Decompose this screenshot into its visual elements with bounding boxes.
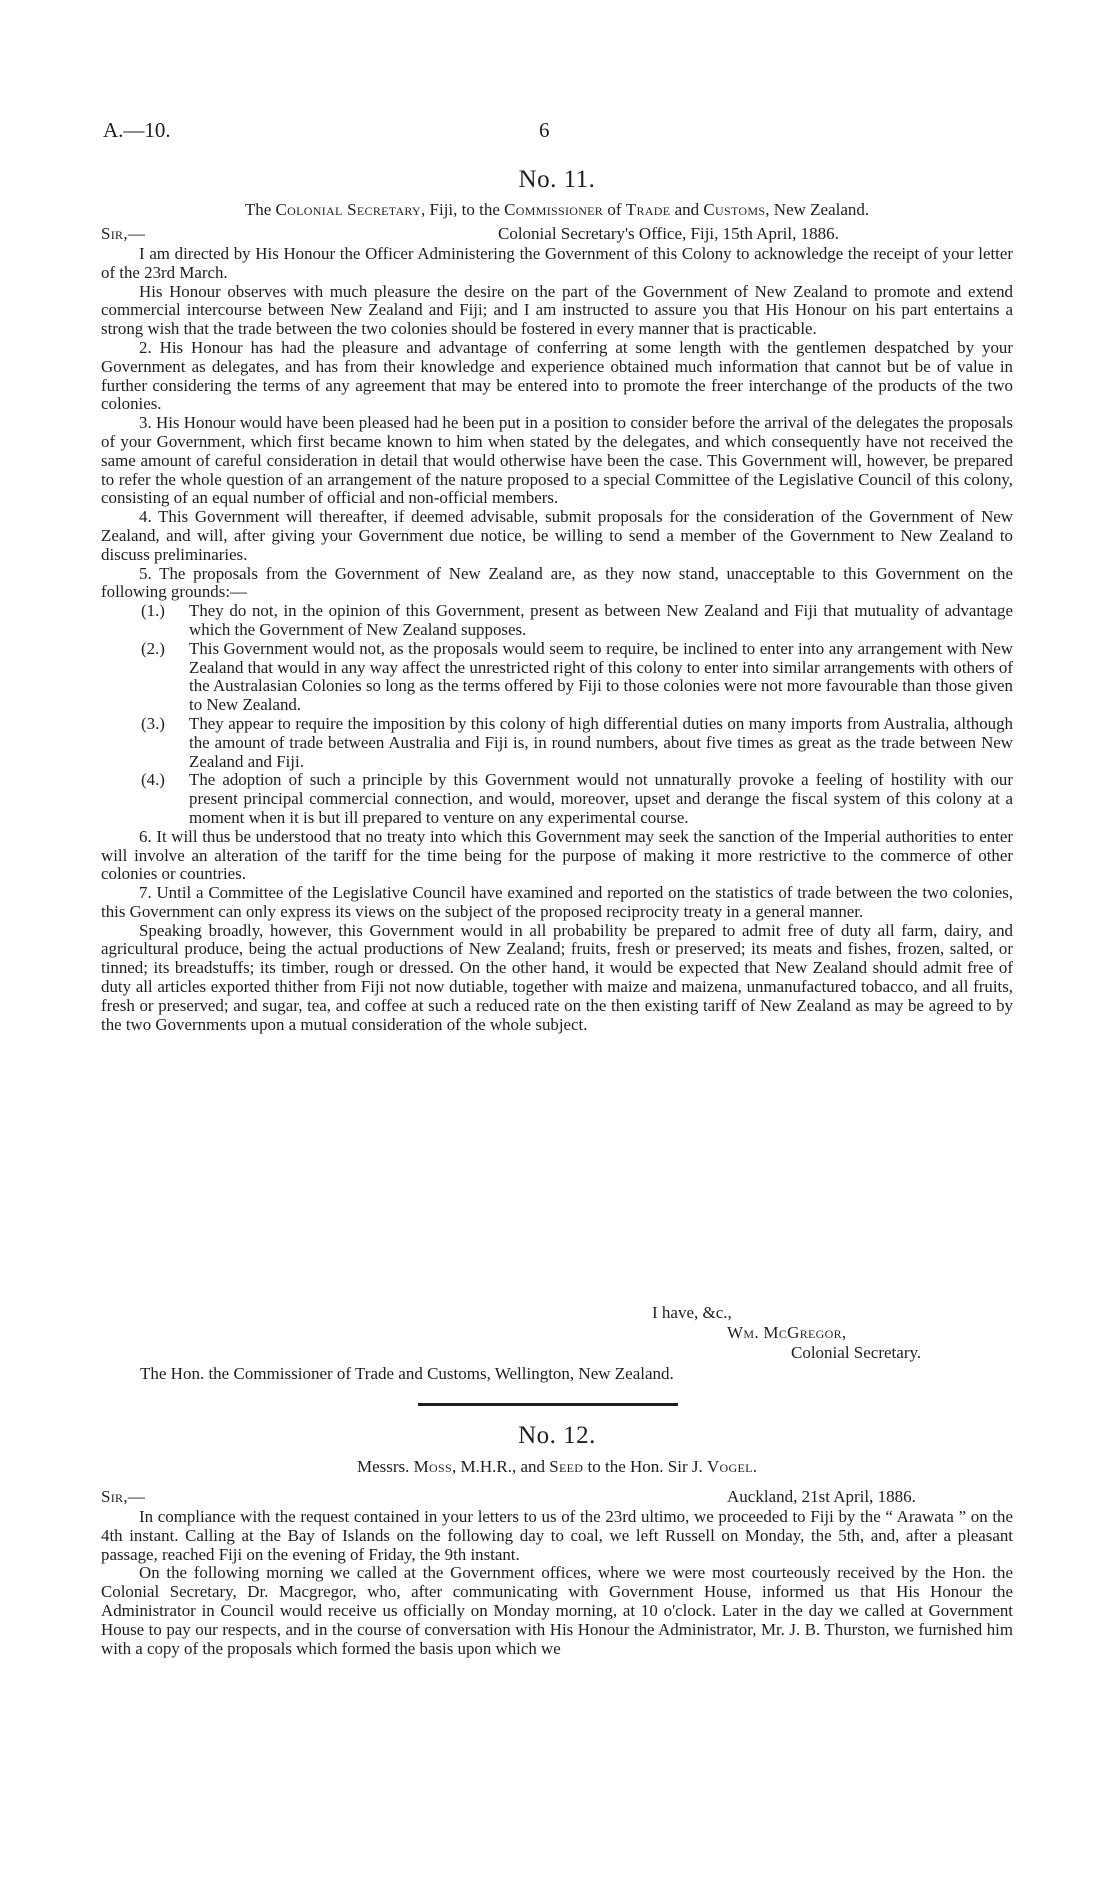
heading-mid2: of (603, 200, 626, 219)
paragraph: 4. This Government will thereafter, if deemed advisable, submit proposals for the consideration of the Government of New Zealand, and will, after giving your Government due notice, be willing to send a member of the Government to New Zealand to discuss preliminaries. (101, 507, 1013, 564)
paragraph: 3. His Honour would have been pleased had he been put in a position to consider before the arrival of the delegates the proposals of your Government, which first became known to him when stated by the delegates, and which consequently have not received the same amount of careful consideration in detail that would otherwise have been the case. This Government will, however, be prepared to refer the whole question of an arrangement of the nature proposed to a special Committee of the Legislative Council of this colony, consisting of an equal number of official and non-official members. (101, 413, 1013, 508)
heading-seed: Seed (549, 1457, 584, 1476)
ground-item (101, 771, 1013, 827)
ground-text: They appear to require the imposition by this colony of high differential duties on many imports from Australia, although the amount of trade between Australia and Fiji is, in round numbers, about five times as great as the trade between New Zealand and Fiji. (189, 713, 1013, 771)
paragraph: Speaking broadly, however, this Government would in all probability be prepared to admit free of duty all farm, dairy, and agricultural produce, being the actual productions of New Zealand; fruits, fresh or preserved; its meats and fishes, frozen, salted, or tinned; its breadstuffs; its timber, rough or dressed. On the other hand, it would be expected that New Zealand should admit free of duty all articles exported thither from Fiji not now dutiable, together with maize and maizena, unmanufactured tobacco, and all fruits, fresh or preserved; and sugar, tea, and coffee at such a reduced rate on the then existing tariff of New Zealand as may be agreed to by the two Governments upon a mutual consideration of the whole subject. (101, 920, 1013, 1034)
heading-to: Commissioner (504, 200, 604, 219)
letter-11-body (101, 245, 1013, 1034)
heading-and: and (670, 200, 704, 219)
heading-mid1: , Fiji, to the (421, 200, 505, 219)
letter-11-salutation-row (101, 224, 1013, 246)
ground-number: (1.) (141, 601, 165, 621)
heading-customs: Customs (703, 200, 766, 219)
page-number: 6 (539, 118, 550, 142)
letter-12-number: No. 12. (518, 1422, 596, 1449)
paragraph: On the following morning we called at the Government offices, where we were most courteously received by the Hon. the Colonial Secretary, Dr. Macgregor, who, after communicating with Government House, informed us that His Honour the Administrator in Council would receive us officially on Monday morning, at 10 o'clock. Later in the day we called at Government House to pay our respects, and in the course of conversation with His Honour the Administrator, Mr. J. B. Thurston, we furnished him with a copy of the proposals which formed the basis upon which we (101, 1563, 1013, 1658)
heading-pre: Messrs. (356, 1457, 414, 1476)
ground-text: The adoption of such a principle by this Government would not unnaturally provoke a feeling of hostility with our present principal commercial connection, and would, moreover, upset and derange the fiscal system of this colony at a moment when it is but ill prepared to venture on any experimental course. (189, 770, 1013, 827)
letter-11-number: No. 11. (518, 166, 596, 193)
paragraph: 6. It will thus be understood that no treaty into which this Government may seek the sanction of the Imperial authorities to enter will involve an alteration of the tariff for the time being for the purpose of making it more restrictive to the commerce of other colonies or countries. (101, 826, 1013, 884)
heading-end: , New Zealand. (765, 200, 870, 219)
heading-vogel: Vogel (706, 1457, 753, 1476)
signature: Wm. McGregor, (727, 1323, 847, 1342)
signature-title: Colonial Secretary. (791, 1343, 922, 1362)
paragraph: His Honour observes with much pleasure the desire on the part of the Government of New Zealand to promote and extend commercial intercourse between New Zealand and Fiji; and I am instructed to assure you that His Honour on his part entertains a strong wish that the trade between the two colonies should be fostered in every manner that is practicable. (101, 281, 1013, 339)
salutation: Sir,— (101, 224, 146, 243)
ground-item (101, 640, 1013, 715)
heading-from: Colonial Secretary (275, 200, 422, 219)
letter-11-heading (0, 200, 1114, 220)
closing: I have, &c., (652, 1303, 732, 1322)
section-divider (418, 1403, 678, 1406)
page-header (103, 118, 1003, 148)
heading-moss: Moss (413, 1457, 452, 1476)
heading-trade: Trade (625, 200, 671, 219)
salutation: Sir,— (101, 1487, 146, 1506)
paragraph: 5. The proposals from the Government of New Zealand are, as they now stand, unacceptable to this Government on the following grounds:— (101, 563, 1013, 602)
ground-text: They do not, in the opinion of this Government, present as between New Zealand and Fiji that mutuality of advantage which the Government of New Zealand supposes. (189, 601, 1013, 639)
letter-12-heading (0, 1457, 1114, 1477)
ground-number: (4.) (141, 770, 165, 790)
paragraph: 7. Until a Committee of the Legislative Council have examined and reported on the statistics of trade between the two colonies, this Government can only express its views on the subject of the proposed reciprocity treaty in a general manner. (101, 883, 1013, 921)
paragraph: In compliance with the request contained in your letters to us of the 23rd ultimo, we proceeded to Fiji by the “ Arawata ” on the 4th instant. Calling at the Bay of Islands on the following day to coal, we left Russell on Monday, the 5th, and, after a pleasant passage, reached Fiji on the evening of Friday, the 9th instant. (101, 1507, 1013, 1564)
ground-number: (3.) (141, 713, 165, 733)
heading-text: The (244, 200, 276, 219)
heading-mid: , M.H.R., and (451, 1457, 550, 1476)
ground-item (101, 602, 1013, 640)
heading-post: to the Hon. Sir J. (583, 1457, 707, 1476)
letter-12-body (101, 1508, 1013, 1658)
ground-item (101, 715, 1013, 771)
place-date: Auckland, 21st April, 1886. (727, 1487, 916, 1506)
place-date: Colonial Secretary's Office, Fiji, 15th April, 1886. (498, 224, 839, 243)
ground-text: This Government would not, as the proposals would seem to require, be inclined to enter into any arrangement with New Zealand that would in any way affect the unrestricted right of this colony to enter into similar arrangements with others of the Australasian Colonies so long as the terms offered by Fiji to those colonies were not more favourable than those given to New Zealand. (189, 638, 1013, 715)
paragraph: I am directed by His Honour the Officer Administering the Government of this Colony to acknowledge the receipt of your letter of the 23rd March. (101, 244, 1013, 282)
paper-reference: A.—10. (103, 118, 171, 142)
ground-number: (2.) (141, 638, 165, 658)
addressee: The Hon. the Commissioner of Trade and Customs, Wellington, New Zealand. (140, 1364, 674, 1383)
heading-end: . (752, 1457, 758, 1476)
letter-12-salutation-row (101, 1487, 1013, 1509)
paragraph: 2. His Honour has had the pleasure and advantage of conferring at some length with the gentlemen despatched by your Government as delegates, and has from their knowledge and experience obtained much information that cannot but be of value in further considering the terms of any agreement that may be entered into to promote the freer interchange of the products of the two colonies. (101, 337, 1013, 414)
